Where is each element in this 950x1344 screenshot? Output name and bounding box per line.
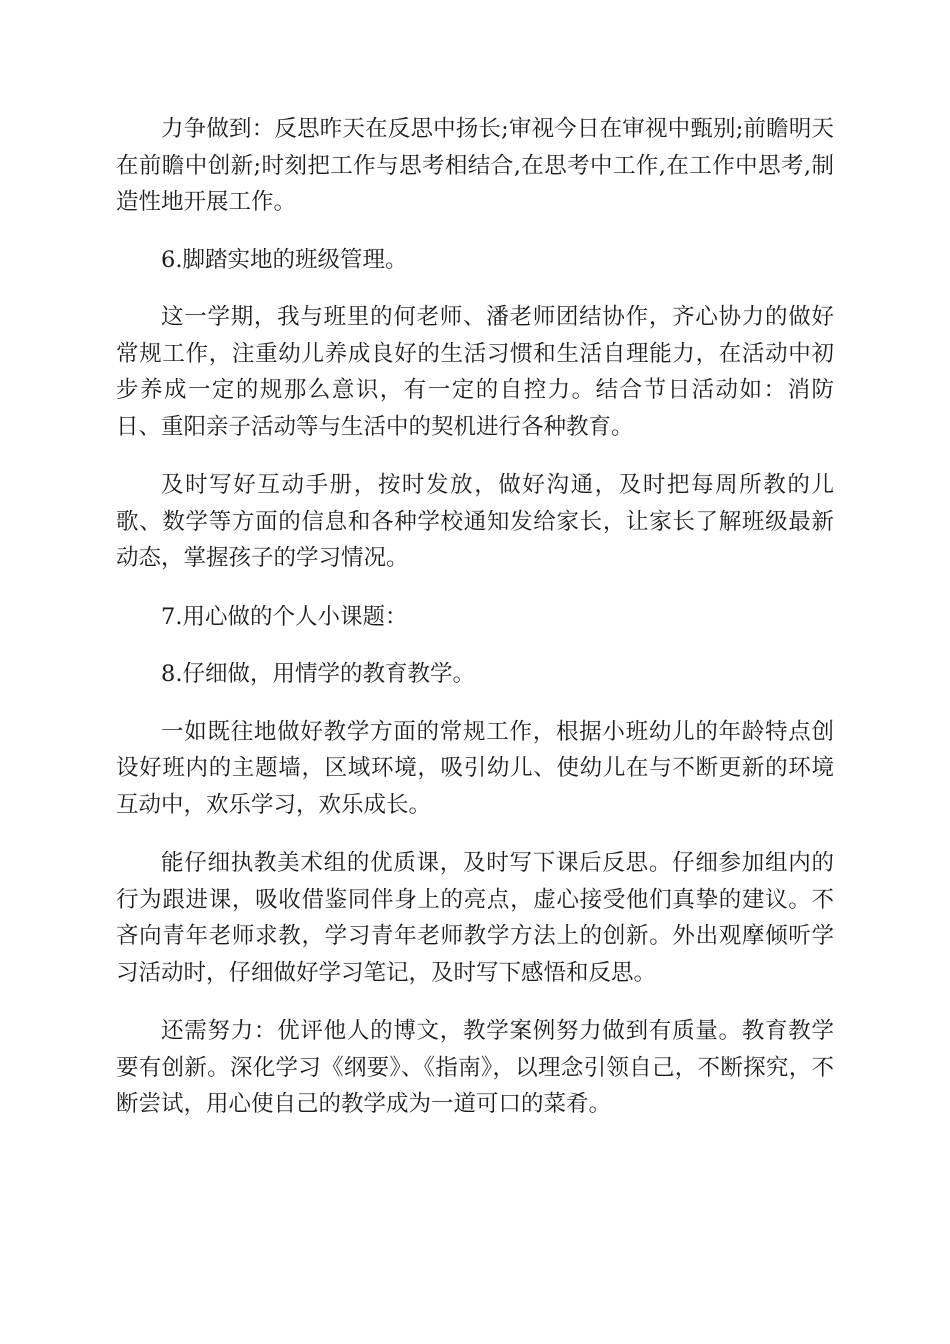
heading-class-management: 6.脚踏实地的班级管理。 (161, 246, 408, 273)
paragraph-reflection: 力争做到：反思昨天在反思中扬长;审视今日在审视中甄别;前瞻明天在前瞻中创新;时刻把工作与思考相结合,在思考中工作,在工作中思考,制造性地开展工作。 (116, 116, 834, 215)
paragraph-lesson-reflection: 能仔细执教美术组的优质课，及时写下课后反思。仔细参加组内的行为跟进课，吸收借鉴同伴身上的亮点，虚心接受他们真挚的建议。不吝向青年老师求教，学习青年老师教学方法上的创新。外出观摩倾听学习活动时，仔细做好学习笔记，及时写下感悟和反思。 (116, 850, 834, 986)
paragraph-further-effort: 还需努力：优评他人的博文，教学案例努力做到有质量。教育教学要有创新。深化学习《纲要》、《指南》，以理念引领自己，不断探究，不断尝试，用心使自己的教学成为一道可口的菜肴。 (116, 1018, 834, 1117)
heading-personal-project: 7.用心做的个人小课题： (161, 603, 408, 630)
paragraph-routine-teaching: 一如既往地做好教学方面的常规工作，根据小班幼儿的年龄特点创设好班内的主题墙，区域环境，吸引幼儿、使幼儿在与不断更新的环境互动中，欢乐学习，欢乐成长。 (116, 718, 834, 818)
paragraph-parent-communication: 及时写好互动手册，按时发放，做好沟通，及时把每周所教的儿歌、数学等方面的信息和各种学校通知发给家长，让家长了解班级最新动态，掌握孩子的学习情况。 (116, 472, 834, 571)
document-body (116, 111, 834, 1145)
heading-teaching: 8.仔细做，用情学的教育教学。 (161, 661, 475, 687)
paragraph-class-management: 这一学期，我与班里的何老师、潘老师团结协作，齐心协力的做好常规工作，注重幼儿养成良好的生活习惯和生活自理能力，在活动中初步养成一定的规那么意识，有一定的自控力。结合节日活动如：消防日、重阳亲子活动等与生活中的契机进行各种教育。 (116, 304, 834, 440)
